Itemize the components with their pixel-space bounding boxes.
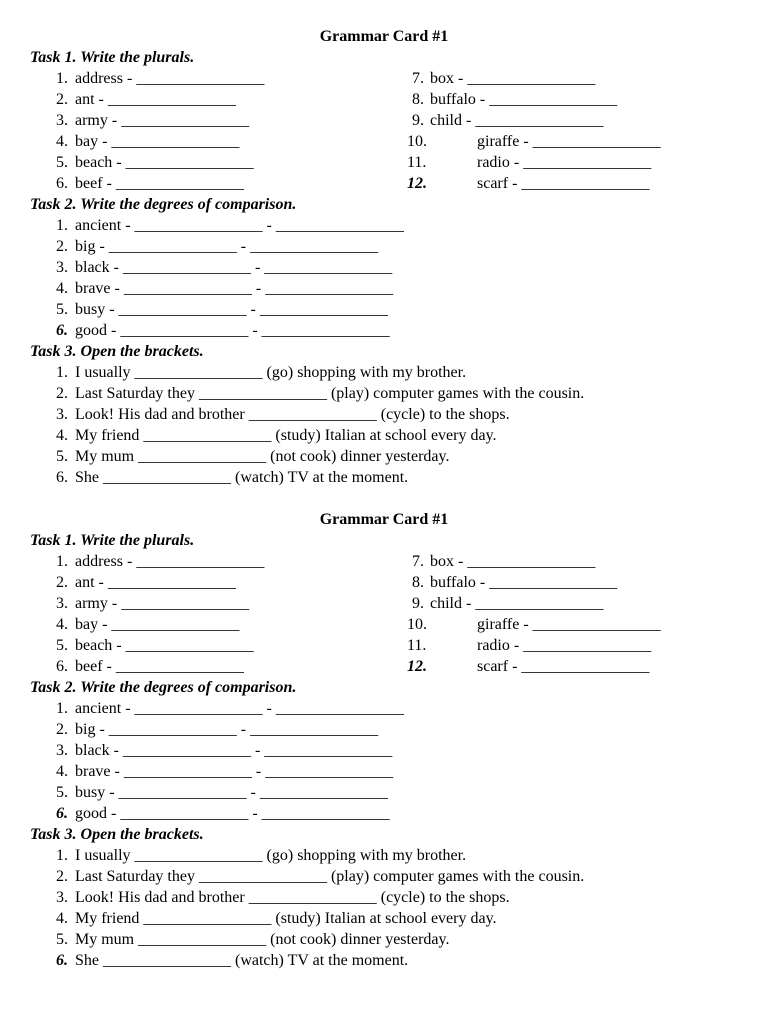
item-text: bay - ________________ bbox=[75, 133, 240, 150]
item-text: good - ________________ - ________________ bbox=[75, 322, 390, 339]
item-number: 2. bbox=[56, 238, 68, 255]
item-number: 1. bbox=[56, 217, 68, 234]
item-text: busy - ________________ - ________________ bbox=[75, 784, 388, 801]
item-text: address - ________________ bbox=[75, 70, 265, 87]
item-text: ant - ________________ bbox=[75, 91, 236, 108]
item-number: 2. bbox=[56, 385, 68, 402]
item-text: giraffe - ________________ bbox=[477, 133, 661, 150]
item-number: 1. bbox=[56, 700, 68, 717]
item-number: 6. bbox=[56, 469, 68, 486]
item-text: I usually ________________ (go) shopping with my brother. bbox=[75, 847, 467, 864]
item-number: 6. bbox=[56, 805, 68, 822]
item-text: She ________________ (watch) TV at the moment. bbox=[75, 469, 409, 486]
item-number: 9. bbox=[412, 595, 424, 612]
item-text: radio - ________________ bbox=[477, 154, 652, 171]
item-text: beef - ________________ bbox=[75, 175, 244, 192]
item-number: 3. bbox=[56, 259, 68, 276]
item-text: black - ________________ - ________________ bbox=[75, 259, 393, 276]
item-number: 2. bbox=[56, 868, 68, 885]
item-text: My friend ________________ (study) Italian at school every day. bbox=[75, 910, 497, 927]
item-text: My mum ________________ (not cook) dinner yesterday. bbox=[75, 448, 450, 465]
item-number: 5. bbox=[56, 154, 68, 171]
item-number: 6. bbox=[56, 175, 68, 192]
item-text: big - ________________ - ________________ bbox=[75, 238, 379, 255]
item-number: 6. bbox=[56, 658, 68, 675]
item-number: 5. bbox=[56, 784, 68, 801]
item-text: big - ________________ - ________________ bbox=[75, 721, 379, 738]
item-number: 3. bbox=[56, 595, 68, 612]
item-text: box - ________________ bbox=[430, 553, 596, 570]
item-text: scarf - ________________ bbox=[477, 175, 650, 192]
item-number: 12. bbox=[407, 175, 427, 192]
item-number: 3. bbox=[56, 112, 68, 129]
item-text: buffalo - ________________ bbox=[430, 574, 618, 591]
item-text: beef - ________________ bbox=[75, 658, 244, 675]
item-text: bay - ________________ bbox=[75, 616, 240, 633]
item-number: 11. bbox=[407, 637, 427, 654]
item-number: 5. bbox=[56, 931, 68, 948]
task1-heading: Task 1. Write the plurals. bbox=[30, 49, 195, 66]
item-text: giraffe - ________________ bbox=[477, 616, 661, 633]
item-text: ancient - ________________ - ________________ bbox=[75, 700, 404, 717]
item-number: 1. bbox=[56, 847, 68, 864]
item-number: 4. bbox=[56, 133, 68, 150]
task2-heading: Task 2. Write the degrees of comparison. bbox=[30, 196, 297, 213]
item-number: 7. bbox=[412, 70, 424, 87]
item-text: black - ________________ - ________________ bbox=[75, 742, 393, 759]
item-text: scarf - ________________ bbox=[477, 658, 650, 675]
item-number: 5. bbox=[56, 301, 68, 318]
item-number: 5. bbox=[56, 637, 68, 654]
item-text: radio - ________________ bbox=[477, 637, 652, 654]
item-text: Last Saturday they ________________ (play) computer games with the cousin. bbox=[75, 868, 585, 885]
item-text: ancient - ________________ - ________________ bbox=[75, 217, 404, 234]
item-text: good - ________________ - ________________ bbox=[75, 805, 390, 822]
item-text: army - ________________ bbox=[75, 595, 250, 612]
item-text: child - ________________ bbox=[430, 595, 604, 612]
item-number: 2. bbox=[56, 91, 68, 108]
item-number: 8. bbox=[412, 91, 424, 108]
item-number: 5. bbox=[56, 448, 68, 465]
item-text: box - ________________ bbox=[430, 70, 596, 87]
item-text: Look! His dad and brother ________________ (cycle) to the shops. bbox=[75, 406, 510, 423]
item-text: address - ________________ bbox=[75, 553, 265, 570]
item-number: 4. bbox=[56, 763, 68, 780]
task1-heading: Task 1. Write the plurals. bbox=[30, 532, 195, 549]
item-text: My mum ________________ (not cook) dinner yesterday. bbox=[75, 931, 450, 948]
item-text: beach - ________________ bbox=[75, 637, 254, 654]
item-text: brave - ________________ - ________________ bbox=[75, 280, 394, 297]
item-text: I usually ________________ (go) shopping with my brother. bbox=[75, 364, 467, 381]
item-number: 9. bbox=[412, 112, 424, 129]
card-title: Grammar Card #1 bbox=[319, 511, 449, 528]
item-text: My friend ________________ (study) Italian at school every day. bbox=[75, 427, 497, 444]
item-number: 3. bbox=[56, 406, 68, 423]
item-text: army - ________________ bbox=[75, 112, 250, 129]
task2-heading: Task 2. Write the degrees of comparison. bbox=[30, 679, 297, 696]
item-number: 4. bbox=[56, 910, 68, 927]
item-number: 1. bbox=[56, 364, 68, 381]
item-number: 7. bbox=[412, 553, 424, 570]
item-number: 10. bbox=[407, 616, 427, 633]
item-number: 1. bbox=[56, 553, 68, 570]
item-text: child - ________________ bbox=[430, 112, 604, 129]
item-number: 6. bbox=[56, 952, 68, 969]
item-number: 3. bbox=[56, 742, 68, 759]
item-text: busy - ________________ - ________________ bbox=[75, 301, 388, 318]
item-number: 12. bbox=[407, 658, 427, 675]
item-text: buffalo - ________________ bbox=[430, 91, 618, 108]
task3-heading: Task 3. Open the brackets. bbox=[30, 826, 204, 843]
item-number: 2. bbox=[56, 721, 68, 738]
item-text: beach - ________________ bbox=[75, 154, 254, 171]
item-number: 3. bbox=[56, 889, 68, 906]
item-number: 4. bbox=[56, 616, 68, 633]
item-text: She ________________ (watch) TV at the moment. bbox=[75, 952, 409, 969]
item-text: Look! His dad and brother ________________ (cycle) to the shops. bbox=[75, 889, 510, 906]
item-number: 4. bbox=[56, 280, 68, 297]
item-text: Last Saturday they ________________ (play) computer games with the cousin. bbox=[75, 385, 585, 402]
item-number: 6. bbox=[56, 322, 68, 339]
item-text: brave - ________________ - ________________ bbox=[75, 763, 394, 780]
item-number: 1. bbox=[56, 70, 68, 87]
card-title: Grammar Card #1 bbox=[319, 28, 449, 45]
item-number: 10. bbox=[407, 133, 427, 150]
item-text: ant - ________________ bbox=[75, 574, 236, 591]
item-number: 8. bbox=[412, 574, 424, 591]
item-number: 2. bbox=[56, 574, 68, 591]
task3-heading: Task 3. Open the brackets. bbox=[30, 343, 204, 360]
item-number: 4. bbox=[56, 427, 68, 444]
item-number: 11. bbox=[407, 154, 427, 171]
